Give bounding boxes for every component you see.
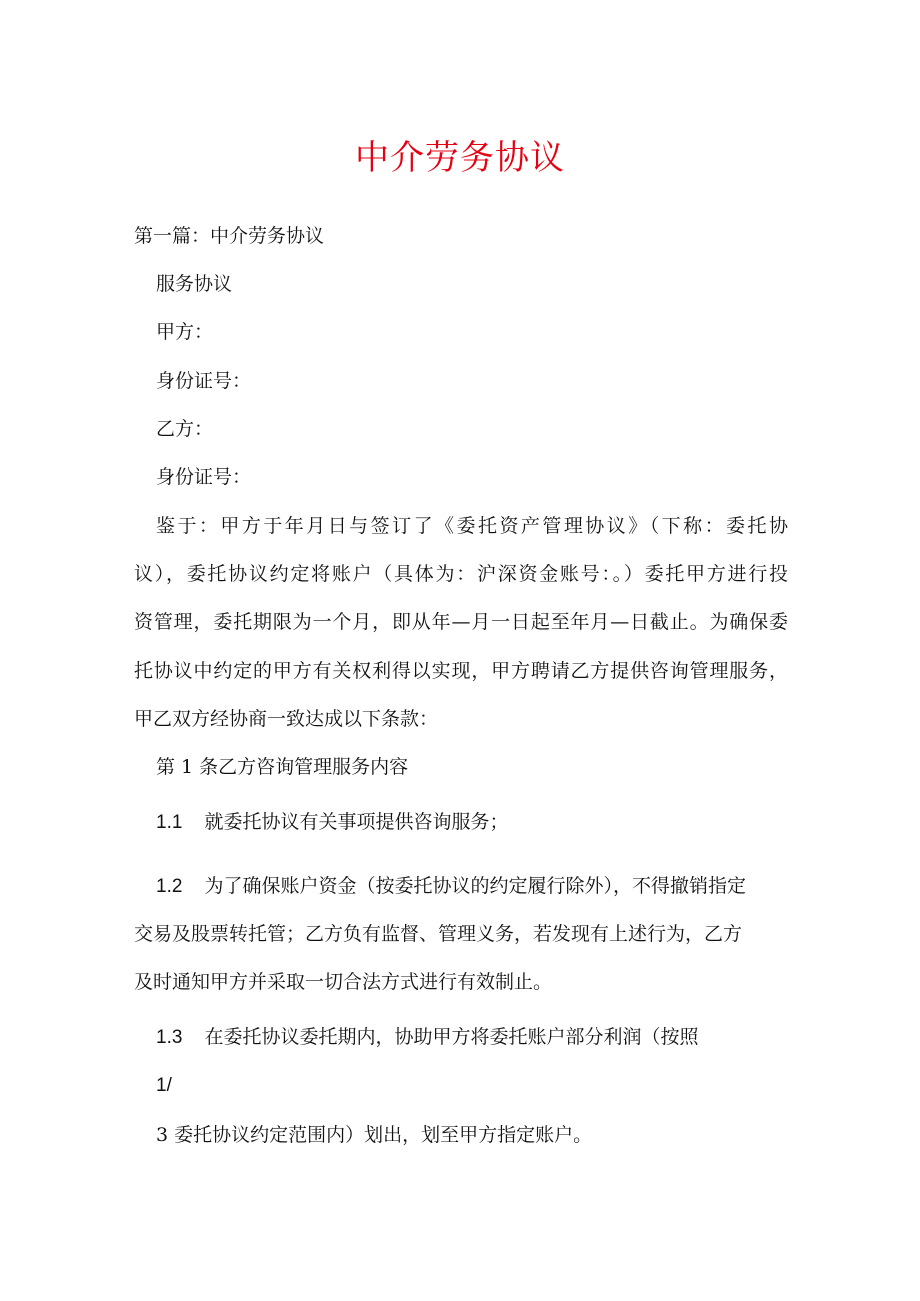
clause-1-1 xyxy=(156,808,509,837)
document-title: 中介劳务协议 xyxy=(355,138,565,178)
clause-number: 1.2 xyxy=(156,876,183,897)
party-b-label: 乙方： xyxy=(156,418,214,440)
clause-text: 在委托协议委托期内，协助甲方将委托账户部分利润（按照 xyxy=(204,1026,699,1048)
preamble-line: 议），委托协议约定将账户（具体为：沪深资金账号：。）委托甲方进行投 xyxy=(134,563,788,585)
article-1-heading: 第 1 条乙方咨询管理服务内容 xyxy=(156,756,409,778)
section-heading: 第一篇：中介劳务协议 xyxy=(134,225,325,247)
preamble-line: 资管理，委托期限为一个月，即从年—月一日起至年月—日截止。为确保委 xyxy=(134,611,788,633)
clause-number: 1.1 xyxy=(156,812,183,833)
party-a-label: 甲方： xyxy=(156,321,214,343)
preamble-line: 甲乙双方经协商一致达成以下条款： xyxy=(134,708,439,730)
clause-text: 为了确保账户资金（按委托协议的约定履行除外），不得撤销指定 xyxy=(204,875,747,897)
clause-text: 就委托协议有关事项提供咨询服务； xyxy=(204,811,509,833)
preamble-line: 鉴于：甲方于年月日与签订了《委托资产管理协议》（下称：委托协 xyxy=(156,515,788,537)
party-b-id-label: 身份证号： xyxy=(156,466,252,488)
subtitle: 服务协议 xyxy=(156,273,233,295)
clause-1-3 xyxy=(156,1023,699,1052)
clause-1-2 xyxy=(156,872,746,901)
clause-fraction-top: 1/ xyxy=(156,1075,172,1096)
clause-text-line: 及时通知甲方并采取一切合法方式进行有效制止。 xyxy=(134,971,553,993)
clause-number: 1.3 xyxy=(156,1027,183,1048)
party-a-id-label: 身份证号： xyxy=(156,370,252,392)
preamble-line: 托协议中约定的甲方有关权利得以实现，甲方聘请乙方提供咨询管理服务， xyxy=(134,660,788,682)
clause-text-line: 交易及股票转托管；乙方负有监督、管理义务，若发现有上述行为，乙方 xyxy=(134,923,743,945)
clause-text-line: 3 委托协议约定范围内）划出，划至甲方指定账户。 xyxy=(156,1124,593,1146)
